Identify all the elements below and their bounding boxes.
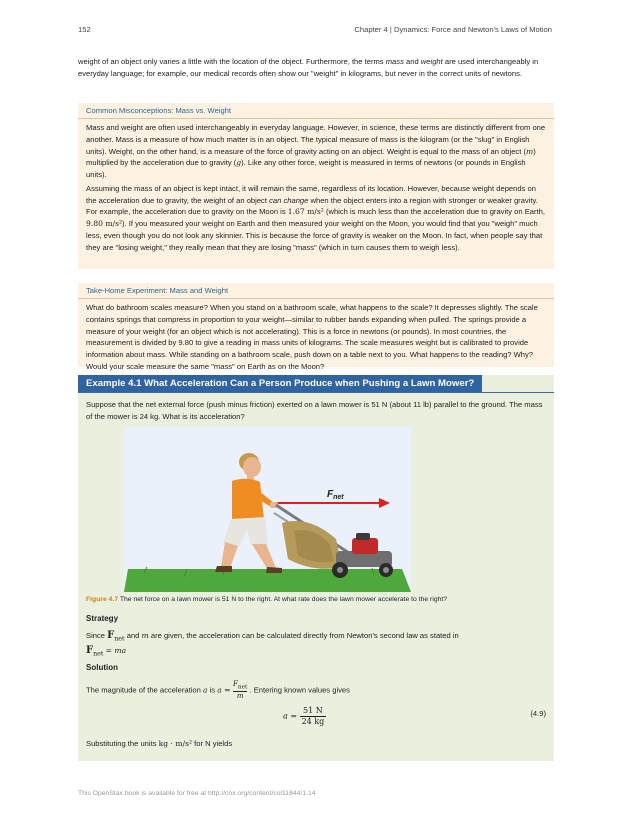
misconceptions-paragraph-2 bbox=[86, 183, 546, 254]
solution-heading: Solution bbox=[86, 663, 118, 672]
law-force-sub: net bbox=[93, 650, 104, 658]
equation-number: (4.9) bbox=[530, 709, 546, 718]
solution-is: is bbox=[209, 685, 216, 695]
mis-p1b: ) multiplied by the acceleration due to gravity ( bbox=[86, 146, 536, 168]
strategy-force: F bbox=[107, 630, 115, 641]
experiment-body: What do bathroom scales measure? When you stand on a bathroom scale, what happens to the scale? It depresses slightly. The scale contains springs that compress in proportion to your weight—similar to rubber bands expanding when pulled. The springs provide a measure of your weight (for an object which is not accelerating). This is a force in newtons (or pounds). In most countries, the measurement is divided by 9.80 to give a reading in mass units of kilograms. The scale measures weight but is calibrated to provide information about mass. While standing on a bathroom scale, push down on a table next to you. What happens to the reading? Why? Would your scale measure the same "mass" on Earth as on the Moon? bbox=[86, 303, 538, 371]
person-shoe-front bbox=[266, 567, 282, 573]
intro-line2: interchangeably in everyday language; for example, our medical records often show our "weight" in kilograms, but never in the bbox=[78, 57, 539, 78]
mis-p1c: ). Like any other force, weight is measured in terms of newtons (or pounds in English units). bbox=[86, 158, 526, 180]
solution-eq-lhs: a = bbox=[217, 685, 231, 695]
intro-and: and bbox=[406, 57, 419, 66]
eq-fraction bbox=[300, 706, 327, 727]
misconceptions-box bbox=[78, 103, 554, 269]
mower-wheel-back-hub bbox=[337, 567, 343, 573]
figure-caption-label: Figure 4.7 bbox=[86, 596, 119, 603]
mis-p1-m: m bbox=[525, 146, 534, 156]
substitution-text bbox=[86, 738, 546, 750]
example-header bbox=[78, 375, 554, 393]
intro-paragraph bbox=[78, 56, 552, 80]
force-arrow-head bbox=[379, 498, 390, 508]
solution-fraction bbox=[233, 680, 247, 701]
experiment-box bbox=[78, 283, 554, 371]
eq-num: 51 N bbox=[300, 706, 327, 717]
solution-frac-den: m bbox=[236, 692, 244, 701]
person-leg-back bbox=[221, 542, 238, 568]
mower-engine bbox=[352, 538, 378, 554]
strategy-text bbox=[86, 628, 546, 644]
person-shirt bbox=[232, 479, 264, 521]
strategy-mass: m bbox=[141, 631, 149, 640]
mis-p2b: when the object enters into a region with stronger or weaker gravity. For example, the acceleration due to gravity on the Moon is bbox=[86, 195, 538, 217]
subst-lead: Substituting the units bbox=[86, 739, 157, 748]
mis-p2c: (which is much less than the acceleration due to gravity on Earth, bbox=[325, 207, 546, 217]
figure-caption-text: The net force on a lawn mower is 51 N to the right. At what rate does the lawn mower accelerate to the right? bbox=[119, 596, 448, 603]
intro-line1: weight of an object only varies a little with the location of the object. Furthermore, the terms bbox=[78, 57, 384, 66]
person-shorts bbox=[223, 517, 268, 547]
mower-wheel-front-hub bbox=[383, 567, 389, 573]
strategy-heading: Strategy bbox=[86, 614, 119, 623]
solution-lead: The magnitude of the acceleration bbox=[86, 685, 201, 695]
strategy-rest: are given, the acceleration can be calculated directly from Newton's second law as stated in bbox=[150, 631, 459, 640]
solution-frac-sub: net bbox=[237, 684, 248, 691]
intro-line1-end: are used bbox=[444, 57, 475, 66]
equation-4-9 bbox=[283, 706, 326, 727]
mis-earth-gravity: 9.80 m/s² bbox=[86, 219, 123, 229]
solution-frac-num bbox=[233, 680, 247, 692]
misconceptions-title: Common Misconceptions: Mass vs. Weight bbox=[78, 103, 554, 119]
subst-rest: for N yields bbox=[194, 739, 233, 748]
strategy-and: and bbox=[126, 631, 140, 640]
solution-eq bbox=[217, 680, 247, 701]
misconceptions-paragraph-1 bbox=[86, 122, 546, 181]
page-number: 152 bbox=[78, 25, 91, 34]
mis-p1a: Mass and weight are often used interchangeably in everyday language. However, in science, these terms are distinctly different from one another. Mass is a measure of how much matter is in an object. The typical measure of mass is the kilogram (or the "slug" in English units). Weight, on the other hand, is a measure of the force of gravity acting on an object. Weight is equal to the mass of an object ( bbox=[86, 123, 546, 156]
mower-engine-top bbox=[356, 533, 370, 540]
force-label bbox=[327, 489, 344, 501]
chapter-title: Chapter 4 | Dynamics: Force and Newton's Laws of Motion bbox=[354, 25, 552, 34]
solution-text bbox=[86, 680, 546, 701]
intro-line3: correct units of newtons. bbox=[439, 68, 522, 78]
misconceptions-body bbox=[78, 119, 554, 261]
figure-caption bbox=[86, 595, 546, 606]
solution-rest: . Entering known values gives bbox=[249, 685, 350, 695]
subst-units: kg · m/s² bbox=[158, 739, 193, 748]
force-label-sub: net bbox=[333, 494, 344, 501]
eq-lhs: a = bbox=[283, 711, 298, 721]
solution-frac-F: F bbox=[232, 680, 238, 688]
intro-term-weight: weight bbox=[420, 57, 443, 66]
law-rhs: = ma bbox=[105, 646, 127, 655]
lawn-mower-illustration bbox=[124, 427, 411, 592]
newton-law bbox=[86, 643, 546, 659]
solution-var: a bbox=[202, 685, 208, 695]
figure-lawn-mower bbox=[124, 427, 411, 592]
strategy-force-sub: net bbox=[114, 635, 125, 643]
mis-p1-g: g bbox=[236, 158, 242, 168]
mis-p2-italic: can change bbox=[269, 195, 309, 205]
mis-moon-gravity: 1.67 m/s² bbox=[287, 207, 324, 217]
strategy-since: Since bbox=[86, 631, 105, 640]
experiment-title: Take-Home Experiment: Mass and Weight bbox=[78, 283, 554, 299]
law-force: F bbox=[86, 645, 94, 656]
person-shoe-back bbox=[215, 566, 232, 572]
force-label-F: F bbox=[327, 489, 334, 500]
example-problem: Suppose that the net external force (push minus friction) exerted on a lawn mower is 51 N (about 11 lb) parallel to the ground. The mass of the mower is 24 kg. What is its acceleration? bbox=[86, 400, 543, 421]
person-leg-front bbox=[252, 544, 276, 570]
example-title: Example 4.1 What Acceleration Can a Person Produce when Pushing a Lawn Mower? bbox=[78, 375, 482, 392]
mis-p2a: Assuming the mass of an object is kept intact, it will remain the same, regardless of its location. However, because weight depends on the acceleration due to gravity, the weight of an object bbox=[86, 183, 536, 205]
intro-term-mass: mass bbox=[385, 57, 404, 66]
page-footer: This OpenStax book is available for free at http://cnx.org/content/col11844/1.14 bbox=[78, 790, 316, 797]
mis-p2d: ). If you measured your weight on Earth and then measured your weight on the Moon, you would find that you "weigh" much less, even though you do not look any skinnier. This is because the force of gravity is weaker on the Moon. In fact, when people say that they are "losing weight," they really mean that they are losing "mass" (which in turn causes them to weigh less). bbox=[86, 219, 543, 252]
eq-den: 24 kg bbox=[301, 717, 325, 726]
